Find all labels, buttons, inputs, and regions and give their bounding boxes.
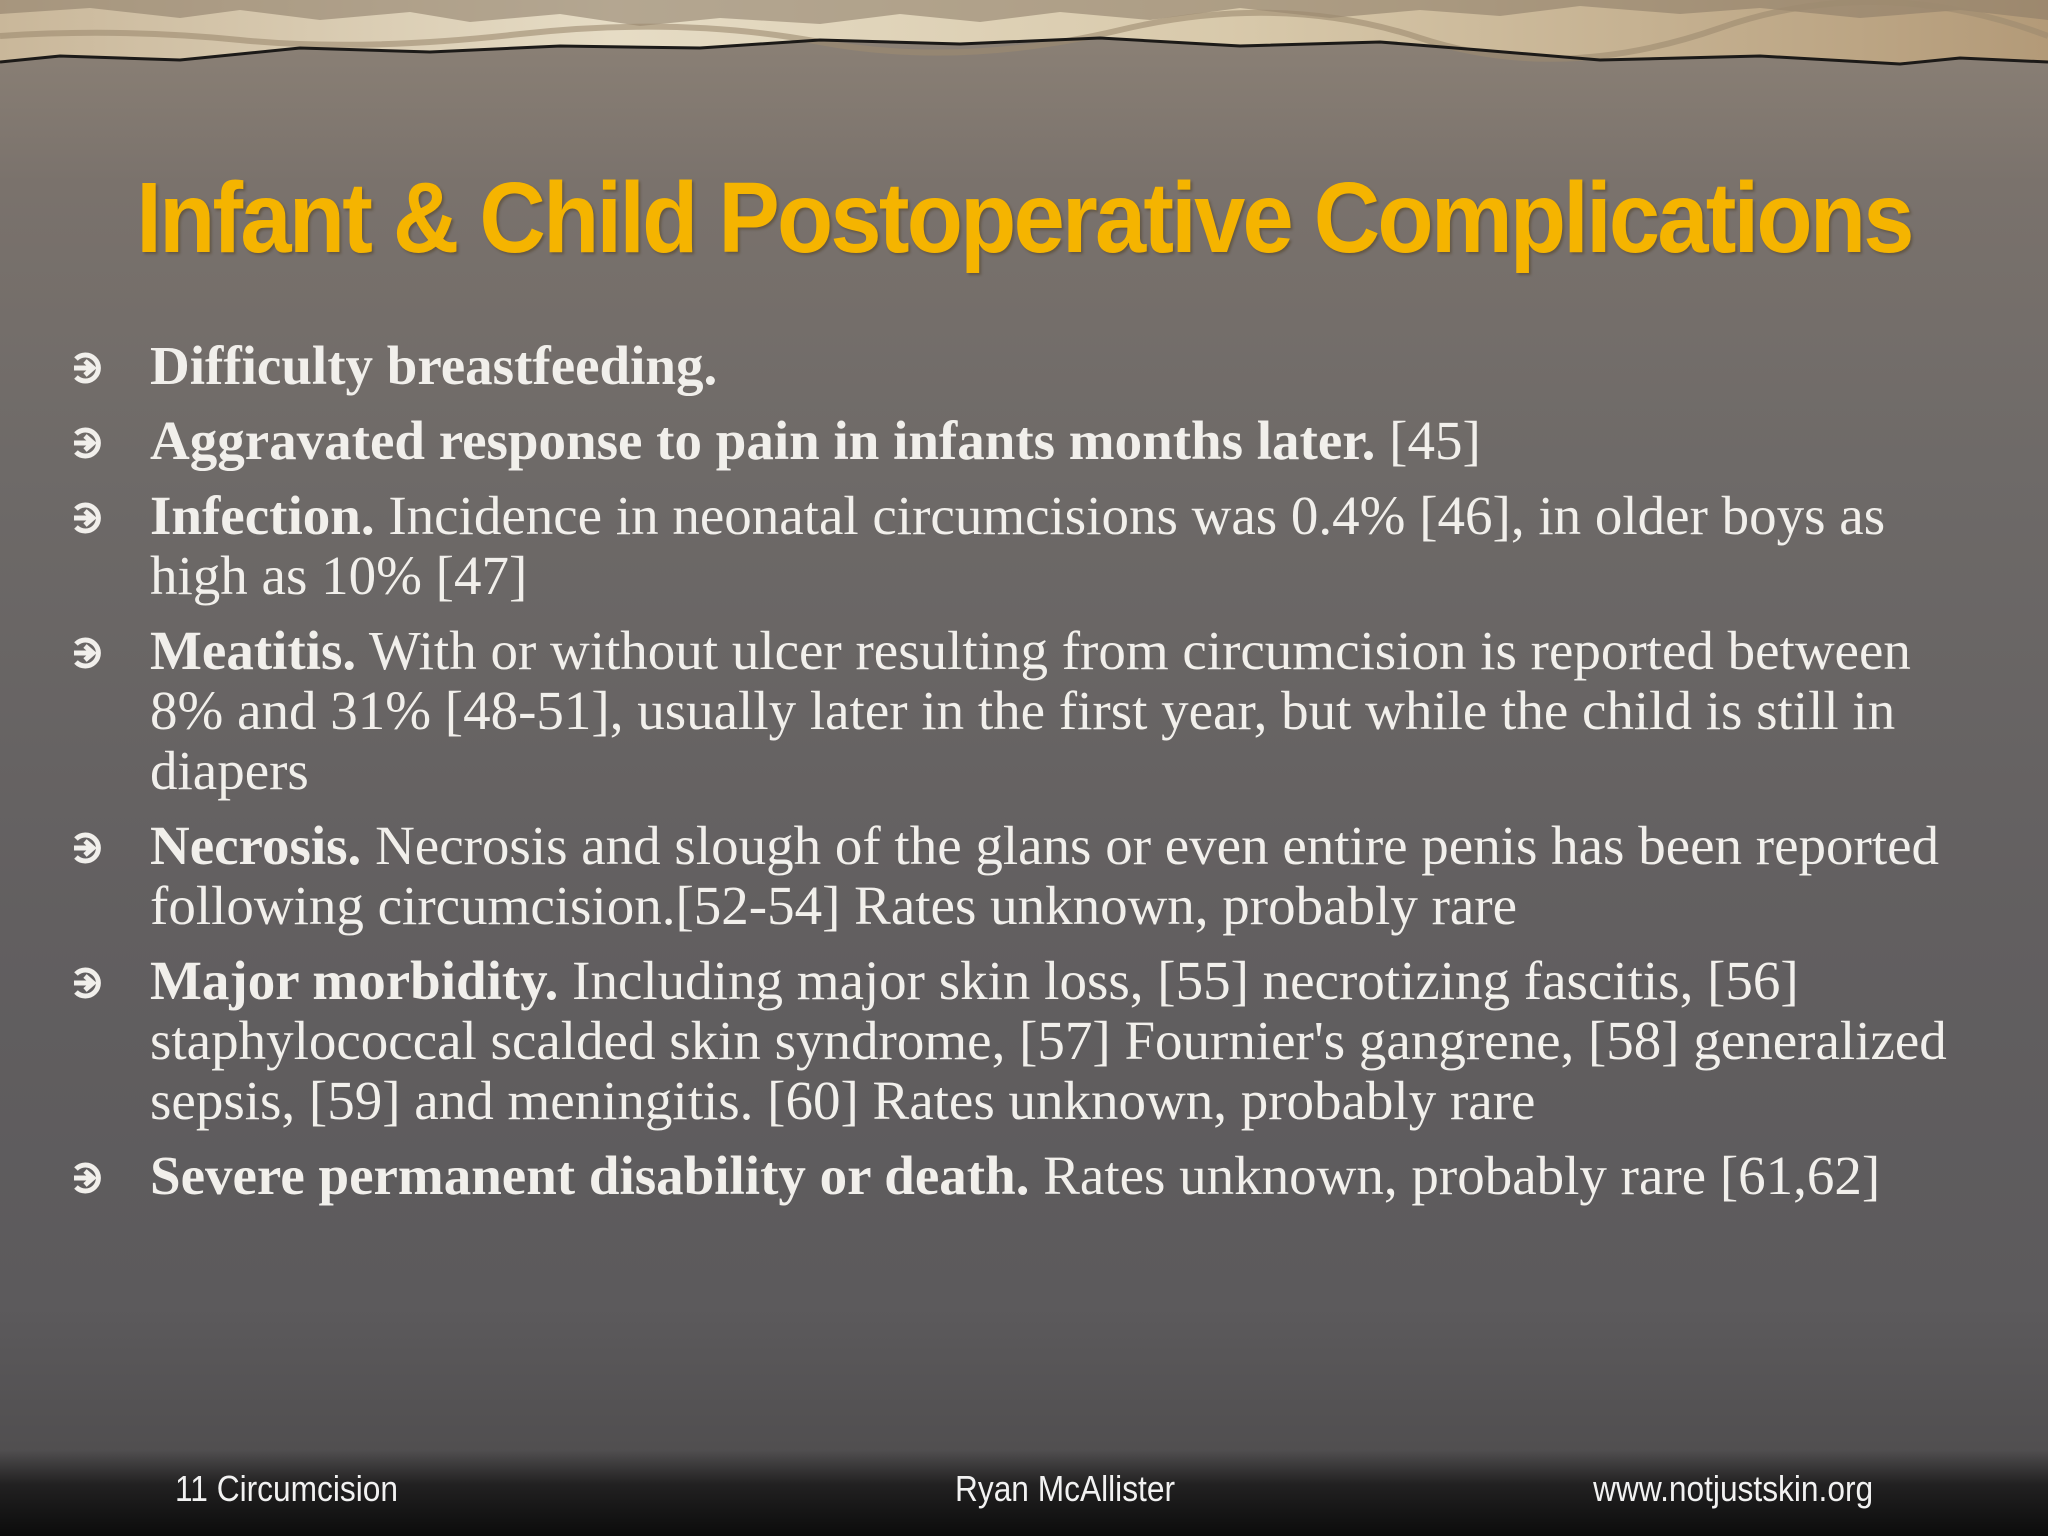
bullet-text: Rates unknown, probably rare [61,62] (1029, 1145, 1881, 1206)
circled-arrow-right-icon (70, 350, 106, 386)
bullet-heading: Meatitis. (150, 620, 357, 681)
bullet-list (70, 336, 1990, 1221)
bullet-text: With or without ulcer resulting from circumcision is reported between 8% and 31% [48-51], usually later in the first year, but while the child is still in diapers (150, 620, 1911, 801)
list-item (70, 621, 1990, 801)
list-item (70, 1146, 1990, 1206)
bullet-text: [45] (1375, 410, 1481, 471)
footer-author: Ryan McAllister (954, 1468, 1176, 1509)
list-item (70, 951, 1990, 1131)
list-item (70, 816, 1990, 936)
bullet-heading: Necrosis. (150, 815, 362, 876)
circled-arrow-right-icon (70, 425, 106, 461)
list-item (70, 336, 1990, 396)
list-item (70, 411, 1990, 471)
footer-website: www.notjustskin.org (1593, 1468, 1873, 1509)
footer-slide-number: 11 Circumcision (175, 1468, 398, 1509)
circled-arrow-right-icon (70, 635, 106, 671)
circled-arrow-right-icon (70, 1160, 106, 1196)
bullet-heading: Severe permanent disability or death. (150, 1145, 1030, 1206)
bullet-text: Necrosis and slough of the glans or even entire penis has been reported following circumcision.[52-54] Rates unknown, probably rare (150, 815, 1940, 936)
list-item (70, 486, 1990, 606)
bullet-heading: Infection. (150, 485, 375, 546)
bullet-heading: Major morbidity. (150, 950, 559, 1011)
circled-arrow-right-icon (70, 965, 106, 1001)
slide-title: Infant & Child Postoperative Complications (136, 162, 1912, 274)
decorative-banner (0, 0, 2048, 72)
bullet-text: Incidence in neonatal circumcisions was 0.4% [46], in older boys as high as 10% [47] (150, 485, 1886, 606)
circled-arrow-right-icon (70, 500, 106, 536)
bullet-heading: Difficulty breastfeeding. (150, 335, 718, 396)
circled-arrow-right-icon (70, 830, 106, 866)
slide-footer (0, 1450, 2048, 1536)
bullet-heading: Aggravated response to pain in infants months later. (150, 410, 1376, 471)
bullet-text: Including major skin loss, [55] necrotizing fascitis, [56] staphylococcal scalded skin syndrome, [57] Fournier's gangrene, [58] generalized sepsis, [59] and meningitis. [60] Rates unknown, probably rare (150, 950, 1947, 1131)
